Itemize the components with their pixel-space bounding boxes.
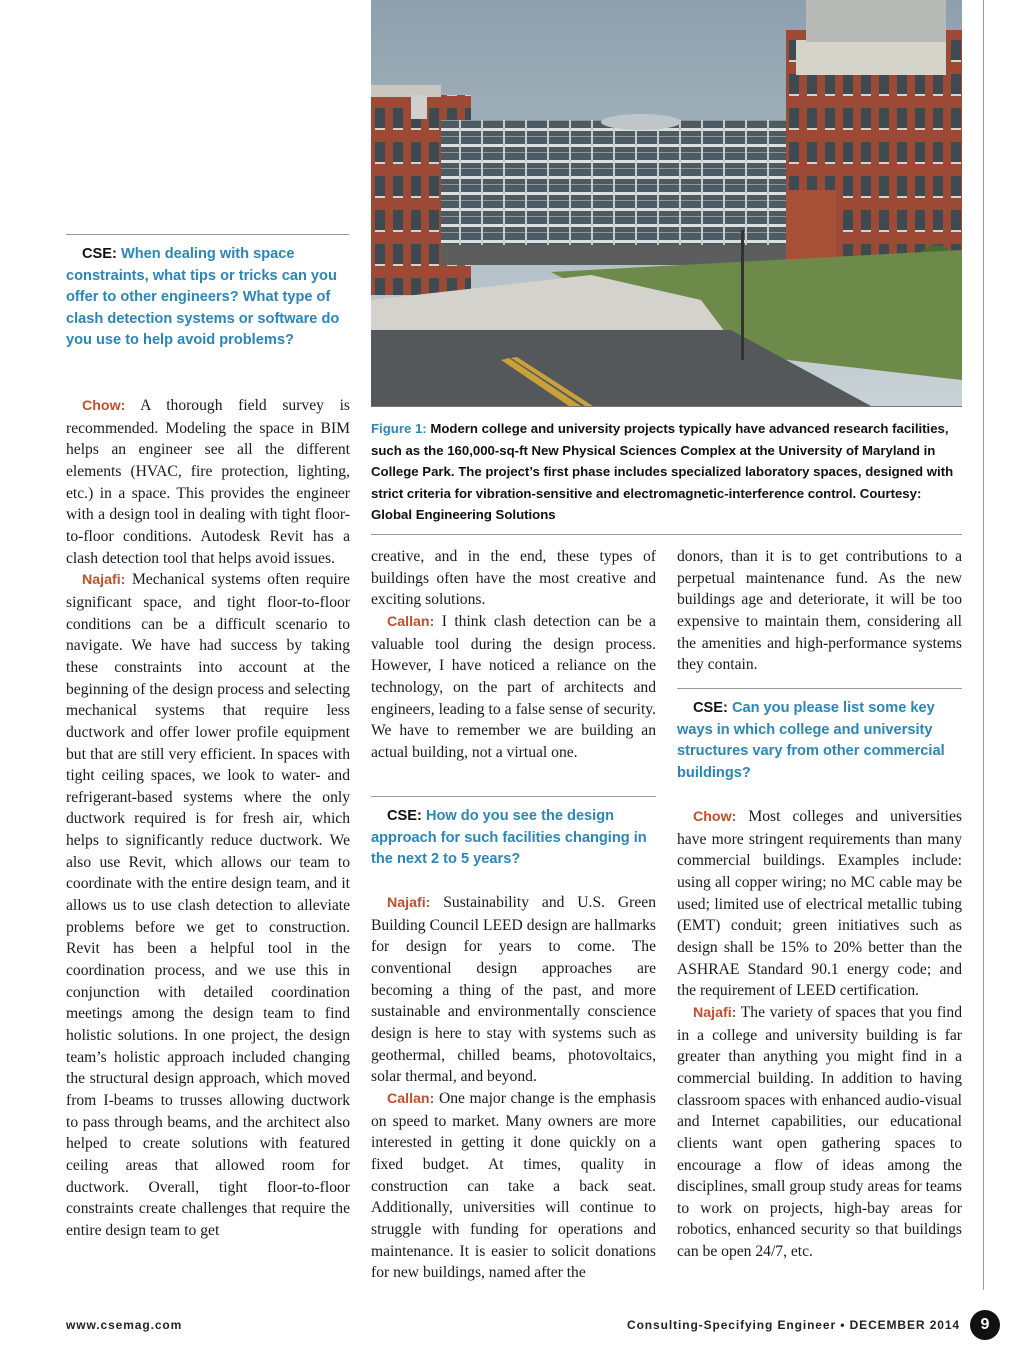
question-block-3 (677, 698, 962, 784)
answer-text: One major change is the emphasis on speed to market. Many owners are more interested in getting it done quickly on a fixed budget. At times, quality in construction can take a back seat. Additionally, universities will continue to struggle with funding for operations and maintenance. It is easier to solicit donations for new buildings, named after the (371, 1089, 656, 1282)
question-block-1 (66, 244, 349, 352)
answer-paragraph (66, 395, 350, 569)
answer-paragraph (371, 611, 656, 764)
speaker-callan: Callan: (387, 1090, 435, 1107)
speaker-najafi: Najafi: (387, 895, 431, 911)
right-margin-rule (983, 0, 984, 1290)
answer-text: Most colleges and universities have more stringent requirements than many commercial buildings. Examples include: using all copper wiring; no MC cable may be used; limited use of electrical metallic tubing (EMT) conduit; green initiatives such as design shall be 15% to 20% better than the ASHRAE Standard 90.1 energy code; and the requirement of LEED certification. (677, 808, 962, 1000)
continued-paragraph: creative, and in the end, these types of buildings often have the most creative and exciting solutions. (371, 548, 656, 609)
column-2-lower (371, 892, 656, 1284)
caption-bottom-rule (371, 534, 962, 535)
question-text: Can you please list some key ways in which college and university structures vary from other commercial buildings? (677, 700, 945, 781)
answer-text: I think clash detection can be a valuable tool during the design process. However, I have noticed a reliance on the technology, on the part of architects and engineers, leading to a false sense of security. We have to remember we are building an actual building, not a virtual one. (371, 612, 656, 761)
answer-text: Mechanical systems often require significant space, and tight floor-to-floor conditions can be a difficult scenario to navigate. We have had success by taking these constraints into account at the beginning of the design process and selecting mechanical systems that require less ductwork and offer lower profile equipment but that are still very efficient. In spaces with tight ceiling spaces, we look to water- and refrigerant-based systems where the only ductwork required is for fresh air, which helps to significantly reduce ductwork. We also use Revit, which allows our team to coordinate with the entire design team, and it allows us to use clash detection to alleviate problems before we get to construction. Revit has been a helpful tool in the coordination process, and we use this in conjunction with detailed coordination meetings among the design team to find holistic solutions. In one project, the design team’s holistic approach included changing the structural design approach, which moved from I-beams to trusses allowing ductwork to pass through beams, and the architect also helped to create solutions with featured ceiling areas that allowed room for ductwork. Overall, tight floor-to-floor constraints create challenges that require the entire design team to get (66, 571, 350, 1239)
answer-text: Sustainability and U.S. Green Building Council LEED design are hallmarks for design for years to come. The conventional design approaches are becoming a thing of the past, and more sustainable and environmentally conscience design is here to stay with systems such as geothermal, chilled beams, photovoltaics, solar thermal, and beyond. (371, 894, 656, 1086)
column-3-lower (677, 806, 962, 1263)
speaker-chow: Chow: (693, 809, 737, 825)
photo-bottom-rule (371, 406, 962, 407)
answer-paragraph (677, 806, 962, 1002)
question-prefix: CSE: (693, 700, 728, 716)
column-2 (371, 546, 656, 764)
question-block-2 (371, 806, 656, 871)
answer-text: The variety of spaces that you find in a college and university building is far greater than anything you might find in a commercial building. In addition to having classroom spaces with enhanced audio-visual and Internet capabilities, our educational clients want open gathering spaces to encourage a flow of ideas among the disciplines, small group study areas for teams to work on projects, high-bay areas for robotics, enhanced security so that buildings can be open 24/7, etc. (677, 1003, 962, 1261)
speaker-najafi: Najafi: (693, 1004, 737, 1021)
speaker-najafi: Najafi: (82, 572, 126, 589)
figure-label: Figure 1: (371, 421, 427, 436)
q1-top-rule (66, 234, 349, 235)
page-number-badge: 9 (970, 1310, 1000, 1340)
figure-caption (371, 418, 961, 526)
q3-top-rule (677, 688, 962, 689)
continued-paragraph: donors, than it is to get contributions to a perpetual maintenance fund. As the new buildings age and deteriorate, it will be too expensive to maintain them, considering all the amenities and high-performance systems they contain. (677, 548, 962, 674)
answer-paragraph (371, 892, 656, 1088)
question-prefix: CSE: (387, 808, 422, 824)
footer-publication: Consulting-Specifying Engineer • DECEMBER 2014 (627, 1318, 960, 1332)
question-prefix: CSE: (82, 246, 117, 262)
question-text: When dealing with space constraints, what tips or tricks can you offer to other engineers? What type of clash detection systems or software do you use to help avoid problems? (66, 246, 340, 349)
answer-paragraph (66, 569, 350, 1241)
column-1 (66, 395, 350, 1242)
footer-url[interactable]: www.csemag.com (66, 1318, 183, 1332)
question-text: How do you see the design approach for such facilities changing in the next 2 to 5 years? (371, 808, 647, 868)
q2-top-rule (371, 796, 656, 797)
column-3 (677, 546, 962, 676)
answer-paragraph (677, 1002, 962, 1263)
building-photo (371, 0, 962, 406)
answer-text: A thorough field survey is recommended. Modeling the space in BIM helps an engineer see all the different elements (HVAC, fire protection, lighting, etc.) in a space. This provides the engineer with a design tool in dealing with tight floor-to-floor conditions. Autodesk Revit has a clash detection tool that helps avoid issues. (66, 397, 350, 567)
speaker-callan: Callan: (387, 613, 435, 630)
figure-caption-text: Modern college and university projects typically have advanced research facilities, such as the 160,000-sq-ft New Physical Sciences Complex at the University of Maryland in College Park. The project’s first phase includes specialized laboratory spaces, designed with strict criteria for vibration-sensitive and electromagnetic-interference control. Courtesy: Global Engineering Solutions (371, 421, 954, 523)
speaker-chow: Chow: (82, 398, 126, 414)
answer-paragraph (371, 1088, 656, 1284)
